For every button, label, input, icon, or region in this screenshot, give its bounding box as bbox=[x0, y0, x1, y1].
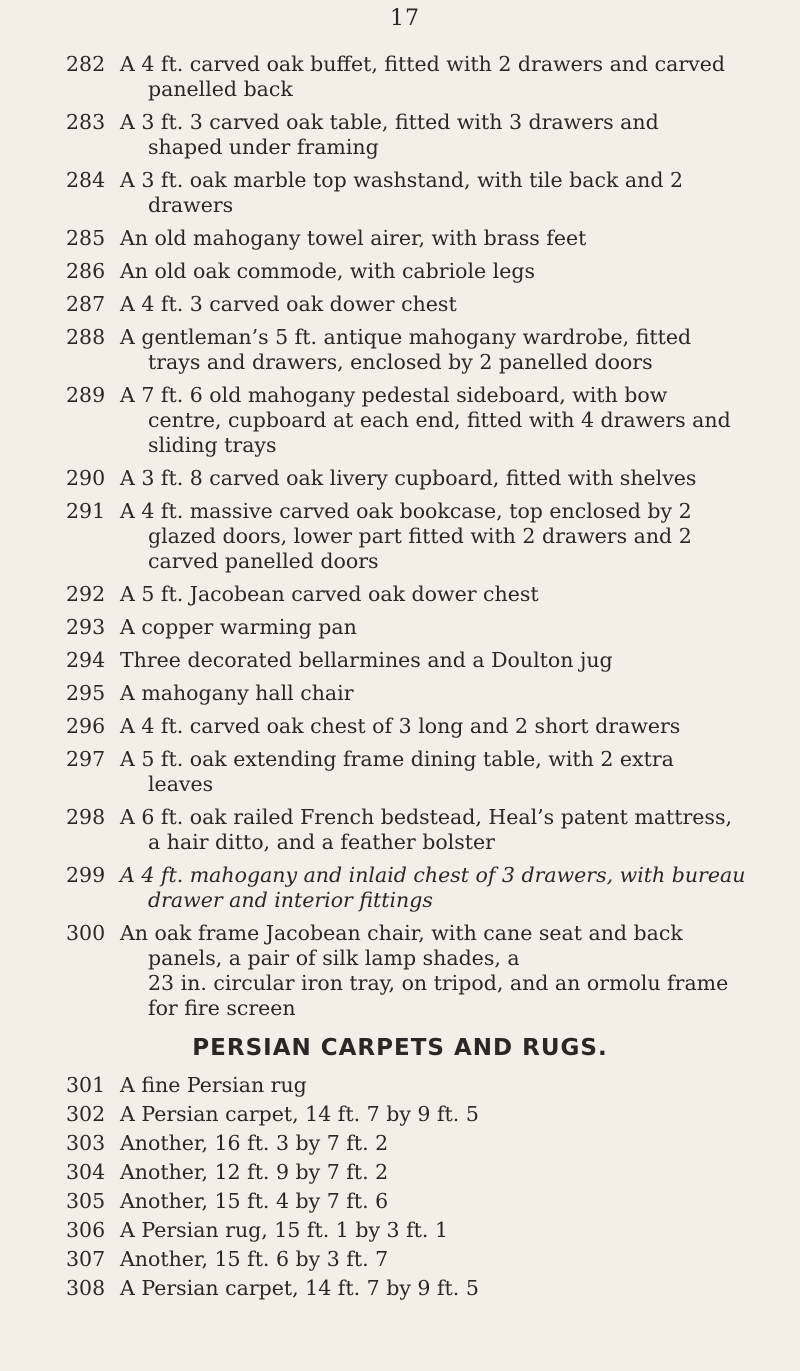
lot-description-line: A 3 ft. oak marble top washstand, with tile back and 2 bbox=[120, 168, 684, 192]
lot-item bbox=[0, 714, 800, 739]
lot-description-line: A 5 ft. oak extending frame dining table, with 2 extra bbox=[120, 747, 674, 771]
lot-description-line: A 4 ft. massive carved oak bookcase, top enclosed by 2 bbox=[120, 499, 692, 523]
lot-item bbox=[0, 615, 800, 640]
lot-item bbox=[0, 582, 800, 607]
lot-item bbox=[0, 325, 800, 375]
lot-number: 283 bbox=[66, 110, 106, 134]
rug-lot-item bbox=[0, 1073, 800, 1098]
lot-description bbox=[120, 747, 760, 797]
rug-lot-item bbox=[0, 1276, 800, 1301]
lot-description-line: panelled back bbox=[148, 77, 293, 101]
lot-number: 302 bbox=[66, 1102, 106, 1126]
lot-description-line: A 7 ft. 6 old mahogany pedestal sideboard, with bow bbox=[120, 383, 668, 407]
lot-item bbox=[0, 921, 800, 1021]
lot-description bbox=[120, 805, 760, 855]
lot-number: 299 bbox=[66, 863, 106, 887]
lot-number: 286 bbox=[66, 259, 106, 283]
lot-number: 306 bbox=[66, 1218, 106, 1242]
lot-description-line: panels, a pair of silk lamp shades, a bbox=[148, 946, 520, 970]
lot-description: A Persian carpet, 14 ft. 7 by 9 ft. 5 bbox=[120, 1102, 479, 1126]
lot-number: 296 bbox=[66, 714, 106, 738]
rug-lot-item bbox=[0, 1131, 800, 1156]
section-heading-persian-carpets: PERSIAN CARPETS AND RUGS. bbox=[192, 1035, 608, 1061]
lot-description-line: trays and drawers, enclosed by 2 panelled doors bbox=[148, 350, 653, 374]
lot-description: Another, 15 ft. 6 by 3 ft. 7 bbox=[120, 1247, 389, 1271]
lot-number: 293 bbox=[66, 615, 106, 639]
lot-description-line: A 4 ft. mahogany and inlaid chest of 3 drawers, with bureau bbox=[120, 863, 746, 887]
lot-number: 290 bbox=[66, 466, 106, 490]
rug-lot-item bbox=[0, 1102, 800, 1127]
lot-item bbox=[0, 259, 800, 284]
rug-lot-item bbox=[0, 1189, 800, 1214]
lot-description-line: An old mahogany towel airer, with brass feet bbox=[120, 226, 587, 250]
page-number: 17 bbox=[390, 6, 420, 31]
lot-description-line: carved panelled doors bbox=[148, 549, 379, 573]
lot-number: 297 bbox=[66, 747, 106, 771]
furniture-lot-list bbox=[0, 52, 800, 1021]
lot-description-line: A 4 ft. 3 carved oak dower chest bbox=[120, 292, 457, 316]
lot-description bbox=[120, 714, 760, 739]
lot-item bbox=[0, 648, 800, 673]
lot-description-line: A 3 ft. 8 carved oak livery cupboard, fitted with shelves bbox=[120, 466, 697, 490]
lot-item bbox=[0, 805, 800, 855]
lot-description bbox=[120, 466, 760, 491]
lot-item bbox=[0, 52, 800, 102]
lot-description-line: An oak frame Jacobean chair, with cane seat and back bbox=[120, 921, 683, 945]
lot-description-line: A mahogany hall chair bbox=[120, 681, 354, 705]
lot-description-line: 23 in. circular iron tray, on tripod, and an ormolu frame bbox=[148, 971, 729, 995]
lot-description-line: A 6 ft. oak railed French bedstead, Heal’s patent mattress, bbox=[120, 805, 732, 829]
lot-number: 282 bbox=[66, 52, 106, 76]
lot-description-line: drawer and interior fittings bbox=[148, 888, 433, 912]
lot-description-line: A 4 ft. carved oak chest of 3 long and 2 short drawers bbox=[120, 714, 681, 738]
lot-item bbox=[0, 383, 800, 458]
lot-description-line: for fire screen bbox=[148, 996, 296, 1020]
lot-description-line: A 5 ft. Jacobean carved oak dower chest bbox=[120, 582, 539, 606]
lot-description bbox=[120, 681, 760, 706]
lot-number: 288 bbox=[66, 325, 106, 349]
lot-number: 308 bbox=[66, 1276, 106, 1300]
lot-item bbox=[0, 499, 800, 574]
lot-item bbox=[0, 863, 800, 913]
lot-number: 298 bbox=[66, 805, 106, 829]
lot-number: 289 bbox=[66, 383, 106, 407]
lot-description bbox=[120, 259, 760, 284]
lot-description: Another, 15 ft. 4 by 7 ft. 6 bbox=[120, 1189, 389, 1213]
lot-number: 287 bbox=[66, 292, 106, 316]
lot-number: 285 bbox=[66, 226, 106, 250]
lot-description bbox=[120, 383, 760, 458]
lot-description-line: glazed doors, lower part fitted with 2 drawers and 2 bbox=[148, 524, 692, 548]
lot-description: A Persian carpet, 14 ft. 7 by 9 ft. 5 bbox=[120, 1276, 479, 1300]
lot-description: A fine Persian rug bbox=[120, 1073, 307, 1097]
lot-description-line: centre, cupboard at each end, fitted with 4 drawers and bbox=[148, 408, 731, 432]
lot-item bbox=[0, 110, 800, 160]
lot-description-line: sliding trays bbox=[148, 433, 277, 457]
lot-description-line: A gentleman’s 5 ft. antique mahogany wardrobe, fitted bbox=[120, 325, 692, 349]
lot-description bbox=[120, 110, 760, 160]
lot-item bbox=[0, 466, 800, 491]
lot-description bbox=[120, 615, 760, 640]
lot-description-line: A 3 ft. 3 carved oak table, fitted with 3 drawers and bbox=[120, 110, 659, 134]
lot-description bbox=[120, 921, 760, 1021]
lot-description bbox=[120, 168, 760, 218]
catalogue-lots bbox=[0, 52, 800, 1305]
lot-description bbox=[120, 863, 760, 913]
lot-item bbox=[0, 747, 800, 797]
lot-description bbox=[120, 648, 760, 673]
lot-description-line: Three decorated bellarmines and a Doulton jug bbox=[120, 648, 613, 672]
rug-lot-list bbox=[0, 1073, 800, 1301]
lot-item bbox=[0, 292, 800, 317]
lot-description bbox=[120, 52, 760, 102]
lot-number: 305 bbox=[66, 1189, 106, 1213]
lot-description bbox=[120, 582, 760, 607]
lot-description-line: drawers bbox=[148, 193, 234, 217]
lot-item bbox=[0, 226, 800, 251]
lot-number: 300 bbox=[66, 921, 106, 945]
lot-description-line: A copper warming pan bbox=[120, 615, 357, 639]
lot-description bbox=[120, 226, 760, 251]
lot-description-line: A 4 ft. carved oak buffet, fitted with 2 drawers and carved bbox=[120, 52, 725, 76]
lot-number: 292 bbox=[66, 582, 106, 606]
lot-description bbox=[120, 325, 760, 375]
lot-item bbox=[0, 681, 800, 706]
rug-lot-item bbox=[0, 1160, 800, 1185]
lot-description-line: shaped under framing bbox=[148, 135, 379, 159]
lot-description-line: a hair ditto, and a feather bolster bbox=[148, 830, 495, 854]
lot-number: 304 bbox=[66, 1160, 106, 1184]
lot-number: 294 bbox=[66, 648, 106, 672]
rug-lot-item bbox=[0, 1218, 800, 1243]
lot-description: Another, 12 ft. 9 by 7 ft. 2 bbox=[120, 1160, 389, 1184]
lot-number: 301 bbox=[66, 1073, 106, 1097]
lot-description-line: An old oak commode, with cabriole legs bbox=[120, 259, 536, 283]
lot-description-line: leaves bbox=[148, 772, 214, 796]
lot-number: 291 bbox=[66, 499, 106, 523]
lot-description: Another, 16 ft. 3 by 7 ft. 2 bbox=[120, 1131, 389, 1155]
lot-description bbox=[120, 292, 760, 317]
lot-description: A Persian rug, 15 ft. 1 by 3 ft. 1 bbox=[120, 1218, 448, 1242]
lot-number: 303 bbox=[66, 1131, 106, 1155]
lot-item bbox=[0, 168, 800, 218]
lot-description bbox=[120, 499, 760, 574]
lot-number: 284 bbox=[66, 168, 106, 192]
rug-lot-item bbox=[0, 1247, 800, 1272]
lot-number: 307 bbox=[66, 1247, 106, 1271]
lot-number: 295 bbox=[66, 681, 106, 705]
